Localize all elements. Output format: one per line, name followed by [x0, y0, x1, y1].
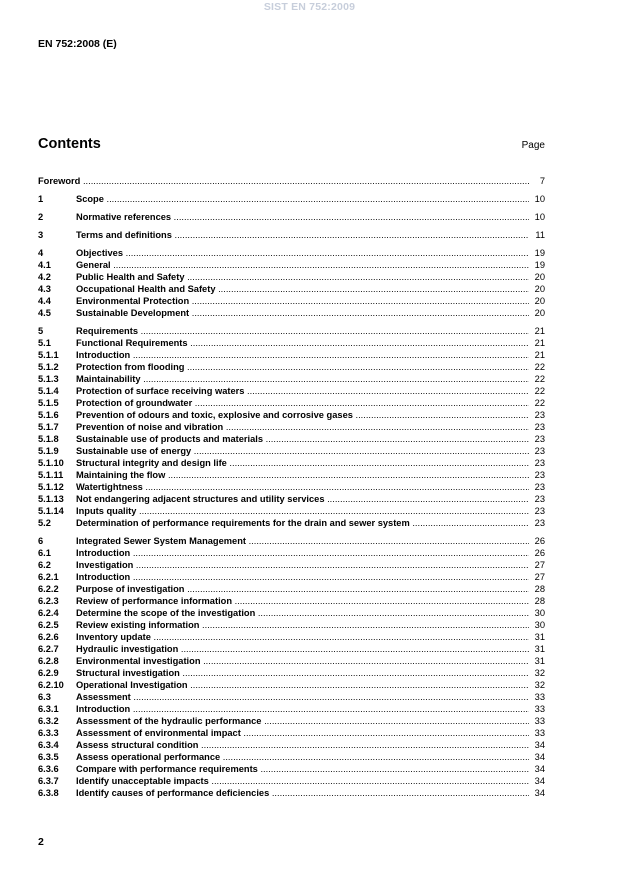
toc-entry[interactable]	[38, 775, 545, 787]
toc-entry-page: 33	[534, 728, 545, 738]
toc-entry-page: 21	[534, 338, 545, 348]
toc-entry[interactable]	[38, 433, 545, 445]
toc-entry-page: 21	[534, 350, 545, 360]
toc-entry-number: 2	[38, 212, 44, 222]
toc-entry-page: 22	[534, 398, 545, 408]
toc-entry[interactable]	[38, 517, 545, 529]
toc-entry-title: Environmental Protection .....	[76, 295, 529, 307]
toc-entry[interactable]	[38, 763, 545, 775]
toc-entry[interactable]	[38, 571, 545, 583]
toc-entry-number: 1	[38, 194, 44, 204]
toc-entry-number: 6.2	[38, 560, 51, 570]
toc-entry[interactable]	[38, 655, 545, 667]
toc-entry-page: 27	[534, 560, 545, 570]
toc-entry-page: 22	[534, 374, 545, 384]
toc-entry[interactable]	[38, 361, 545, 373]
toc-entry-number: 4.2	[38, 272, 51, 282]
toc-entry-number: 4.1	[38, 260, 51, 270]
toc-entry-title: Compare with performance requirements .....	[76, 763, 529, 775]
toc-entry-title: Hydraulic investigation .....	[76, 643, 529, 655]
toc-entry-title: Occupational Health and Safety .....	[76, 283, 529, 295]
toc-entry-page: 34	[534, 788, 545, 798]
toc-entry-title: Assessment of the hydraulic performance .....	[76, 715, 529, 727]
toc-entry[interactable]	[38, 337, 545, 349]
toc-entry-page: 19	[534, 248, 545, 258]
toc-entry-number: 5.1.14	[38, 506, 64, 516]
toc-entry-title: Objectives .....	[76, 247, 529, 259]
toc-entry-page: 34	[534, 740, 545, 750]
toc-entry-page: 20	[534, 284, 545, 294]
toc-entry[interactable]	[38, 211, 545, 223]
toc-entry-number: 6.2.1	[38, 572, 59, 582]
toc-entry-title: Assessment of environmental impact .....	[76, 727, 529, 739]
toc-entry-title: Introduction .....	[76, 703, 529, 715]
toc-entry-title: Determination of performance requirements for the drain and sewer system .....	[76, 517, 529, 529]
toc-entry-title: Structural investigation .....	[76, 667, 529, 679]
toc-entry[interactable]	[38, 739, 545, 751]
toc-entry-title: Introduction .....	[76, 547, 529, 559]
toc-entry[interactable]	[38, 295, 545, 307]
toc-entry-page: 23	[534, 410, 545, 420]
toc-entry-title: Scope .....	[76, 193, 529, 205]
toc-entry-page: 33	[534, 692, 545, 702]
toc-entry-title: Investigation .....	[76, 559, 529, 571]
toc-entry-number: 6.2.4	[38, 608, 59, 618]
toc-entry-number: 6.2.5	[38, 620, 59, 630]
toc-entry-page: 34	[534, 776, 545, 786]
toc-entry-number: 5.1.13	[38, 494, 64, 504]
toc-entry-title: Introduction .....	[76, 349, 529, 361]
toc-entry-number: 5	[38, 326, 44, 336]
toc-entry[interactable]	[38, 385, 545, 397]
toc-entry-page: 11	[535, 230, 545, 240]
toc-entry[interactable]	[38, 409, 545, 421]
toc-entry-page: 10	[534, 212, 545, 222]
toc-entry-number: 6.3	[38, 692, 51, 702]
toc-entry-title: Prevention of noise and vibration .....	[76, 421, 529, 433]
footer-page-number: 2	[38, 836, 44, 848]
watermark: SIST EN 752:2009	[263, 1, 356, 13]
toc-entry[interactable]	[38, 703, 545, 715]
toc-entry-title: Operational Investigation .....	[76, 679, 529, 691]
toc-entry[interactable]	[38, 727, 545, 739]
toc-entry-title: Inventory update .....	[76, 631, 529, 643]
toc-entry-page: 30	[534, 620, 545, 630]
toc-entry-title: Assess operational performance .....	[76, 751, 529, 763]
toc-entry-title: Introduction .....	[76, 571, 529, 583]
toc-entry-page: 31	[534, 644, 545, 654]
toc-entry-page: 23	[534, 446, 545, 456]
toc-entry[interactable]	[38, 595, 545, 607]
toc-entry-number: 6.3.7	[38, 776, 59, 786]
toc-entry-title: Foreword .....	[38, 175, 529, 187]
toc-entry-number: 4	[38, 248, 44, 258]
toc-entry-number: 5.1.3	[38, 374, 59, 384]
toc-entry-page: 26	[534, 536, 545, 546]
toc-entry-title: Protection from flooding .....	[76, 361, 529, 373]
toc-entry-title: General .....	[76, 259, 529, 271]
toc-entry-page: 34	[534, 764, 545, 774]
toc-entry[interactable]	[38, 325, 545, 337]
toc-entry[interactable]	[38, 493, 545, 505]
toc-entry-page: 33	[534, 716, 545, 726]
toc-entry[interactable]	[38, 445, 545, 457]
toc-entry-title: Terms and definitions .....	[76, 229, 529, 241]
toc-entry[interactable]	[38, 457, 545, 469]
toc-entry-number: 5.1.2	[38, 362, 59, 372]
toc-entry-page: 33	[534, 704, 545, 714]
toc-entry-title: Identify unacceptable impacts .....	[76, 775, 529, 787]
toc-entry-number: 6.3.8	[38, 788, 59, 798]
toc-entry-title: Purpose of investigation .....	[76, 583, 529, 595]
toc-entry-number: 6.1	[38, 548, 51, 558]
toc-entry-title: Identify causes of performance deficiencies .....	[76, 787, 529, 799]
toc-entry-number: 5.1.6	[38, 410, 59, 420]
toc-entry-title: Functional Requirements .....	[76, 337, 529, 349]
toc-entry[interactable]	[38, 421, 545, 433]
toc-entry[interactable]	[38, 193, 545, 205]
toc-entry-page: 28	[534, 584, 545, 594]
toc-entry-page: 22	[534, 386, 545, 396]
toc-entry-number: 4.5	[38, 308, 51, 318]
toc-entry-page: 7	[539, 176, 545, 186]
toc-entry-page: 21	[534, 326, 545, 336]
toc-entry-number: 6.2.6	[38, 632, 59, 642]
toc-entry-number: 6.2.9	[38, 668, 59, 678]
toc-entry-title: Review existing information .....	[76, 619, 529, 631]
toc-entry-number: 6.2.7	[38, 644, 59, 654]
toc-entry[interactable]	[38, 607, 545, 619]
toc-entry-number: 6.2.3	[38, 596, 59, 606]
toc-entry-number: 6.3.3	[38, 728, 59, 738]
toc-entry-number: 5.1.7	[38, 422, 59, 432]
toc-entry-number: 5.1.1	[38, 350, 59, 360]
toc-entry-page: 30	[534, 608, 545, 618]
toc-entry[interactable]	[38, 691, 545, 703]
toc-entry-number: 5.1.4	[38, 386, 59, 396]
toc-entry-number: 6.3.4	[38, 740, 59, 750]
toc-entry-title: Sustainable use of energy .....	[76, 445, 529, 457]
toc-entry[interactable]	[38, 679, 545, 691]
toc-entry[interactable]	[38, 619, 545, 631]
page-title: Contents	[38, 136, 101, 152]
toc-entry-title: Normative references .....	[76, 211, 529, 223]
toc-entry-page: 26	[534, 548, 545, 558]
toc-entry-page: 32	[534, 668, 545, 678]
document-id: EN 752:2008 (E)	[38, 38, 117, 50]
toc-entry-page: 34	[534, 752, 545, 762]
page-column-label: Page	[521, 140, 545, 151]
toc-entry-title: Determine the scope of the investigation .....	[76, 607, 529, 619]
toc-entry[interactable]	[38, 229, 545, 241]
toc-entry-title: Prevention of odours and toxic, explosive and corrosive gases .....	[76, 409, 529, 421]
toc-entry-title: Requirements .....	[76, 325, 529, 337]
toc-entry[interactable]	[38, 481, 545, 493]
toc-entry-number: 4.4	[38, 296, 51, 306]
toc-entry[interactable]	[38, 247, 545, 259]
toc-entry-number: 5.1.8	[38, 434, 59, 444]
toc-entry-page: 20	[534, 272, 545, 282]
toc-entry[interactable]	[38, 469, 545, 481]
toc-entry-number: 5.1.5	[38, 398, 59, 408]
toc-entry[interactable]	[38, 283, 545, 295]
toc-entry-number: 3	[38, 230, 44, 240]
toc-entry-page: 27	[534, 572, 545, 582]
toc-entry-number: 6.3.2	[38, 716, 59, 726]
toc-entry[interactable]	[38, 751, 545, 763]
toc-entry-page: 32	[534, 680, 545, 690]
toc-entry-title: Maintaining the flow .....	[76, 469, 529, 481]
toc-entry-title: Public Health and Safety .....	[76, 271, 529, 283]
toc-entry-page: 19	[534, 260, 545, 270]
toc-entry[interactable]	[38, 631, 545, 643]
toc-entry-title: Inputs quality .....	[76, 505, 529, 517]
toc-entry-title: Protection of groundwater .....	[76, 397, 529, 409]
toc-entry[interactable]	[38, 667, 545, 679]
toc-entry-title: Structural integrity and design life .....	[76, 457, 529, 469]
toc-entry-number: 6.3.6	[38, 764, 59, 774]
toc-entry-number: 5.1	[38, 338, 51, 348]
toc-entry-page: 28	[534, 596, 545, 606]
toc-entry-title: Assessment .....	[76, 691, 529, 703]
toc-entry-page: 23	[534, 434, 545, 444]
toc-entry[interactable]	[38, 547, 545, 559]
toc-entry[interactable]	[38, 787, 545, 799]
toc-entry-page: 10	[534, 194, 545, 204]
toc-entry-page: 22	[534, 362, 545, 372]
toc-entry-number: 6	[38, 536, 44, 546]
toc-entry-number: 6.2.10	[38, 680, 64, 690]
toc-entry-page: 23	[534, 470, 545, 480]
toc-entry-page: 20	[534, 308, 545, 318]
toc-entry-title: Protection of surface receiving waters .....	[76, 385, 529, 397]
toc-entry[interactable]	[38, 643, 545, 655]
toc-entry[interactable]	[38, 307, 545, 319]
toc-entry-title: Maintainability .....	[76, 373, 529, 385]
toc-entry-title: Assess structural condition .....	[76, 739, 529, 751]
toc-entry-number: 6.2.8	[38, 656, 59, 666]
toc-entry-number: 5.2	[38, 518, 51, 528]
toc-entry-page: 23	[534, 518, 545, 528]
table-of-contents	[38, 175, 545, 799]
toc-entry[interactable]	[38, 397, 545, 409]
toc-entry-title: Environmental investigation .....	[76, 655, 529, 667]
toc-entry-number: 6.2.2	[38, 584, 59, 594]
toc-entry[interactable]	[38, 505, 545, 517]
toc-entry[interactable]	[38, 715, 545, 727]
toc-entry-number: 5.1.11	[38, 470, 64, 480]
toc-entry-page: 31	[534, 632, 545, 642]
toc-entry-number: 6.3.5	[38, 752, 59, 762]
toc-entry[interactable]	[38, 583, 545, 595]
toc-entry-number: 5.1.12	[38, 482, 64, 492]
toc-entry[interactable]	[38, 559, 545, 571]
toc-entry-page: 31	[534, 656, 545, 666]
toc-entry-title: Sustainable Development .....	[76, 307, 529, 319]
toc-entry[interactable]	[38, 535, 545, 547]
toc-entry-title: Sustainable use of products and materials .....	[76, 433, 529, 445]
toc-entry-page: 23	[534, 422, 545, 432]
toc-entry-page: 23	[534, 458, 545, 468]
toc-entry[interactable]	[38, 259, 545, 271]
toc-entry[interactable]	[38, 271, 545, 283]
toc-entry-number: 4.3	[38, 284, 51, 294]
toc-entry-title: Not endangering adjacent structures and utility services .....	[76, 493, 529, 505]
toc-entry[interactable]	[38, 175, 545, 187]
toc-entry-title: Integrated Sewer System Management .....	[76, 535, 529, 547]
toc-entry-page: 23	[534, 482, 545, 492]
toc-entry[interactable]	[38, 373, 545, 385]
toc-entry-page: 23	[534, 506, 545, 516]
toc-entry-number: 5.1.10	[38, 458, 64, 468]
toc-entry-number: 6.3.1	[38, 704, 59, 714]
toc-entry-number: 5.1.9	[38, 446, 59, 456]
toc-entry-page: 20	[534, 296, 545, 306]
toc-entry-title: Review of performance information .....	[76, 595, 529, 607]
toc-entry[interactable]	[38, 349, 545, 361]
toc-entry-page: 23	[534, 494, 545, 504]
toc-entry-title: Watertightness .....	[76, 481, 529, 493]
